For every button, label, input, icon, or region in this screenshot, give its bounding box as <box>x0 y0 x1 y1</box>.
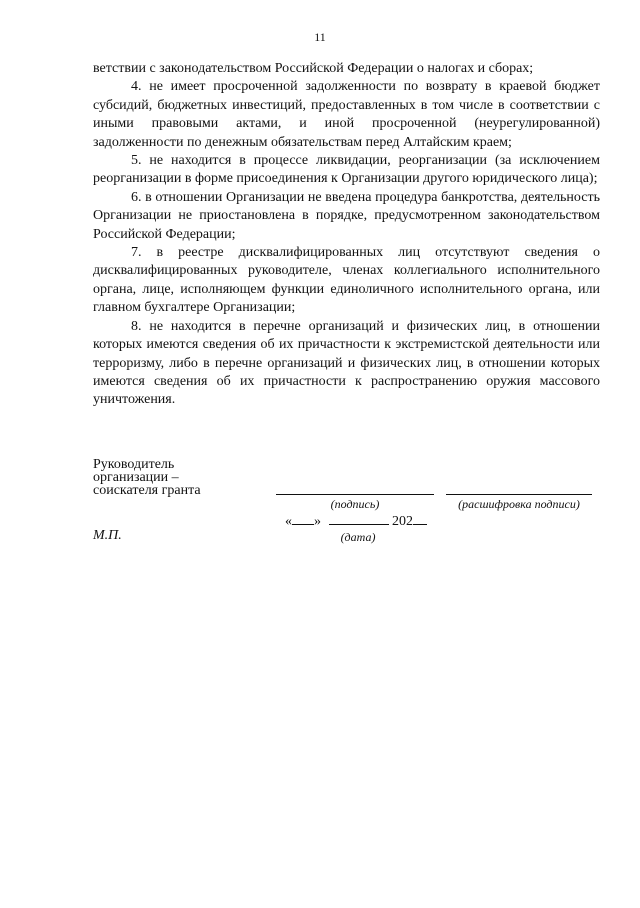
paragraph-4: 4. не имеет просроченной задолженности по возврату в краевой бюджет субсидий, бюджетных инвестиций, предоставленных в том числе в соответствии с иными правовыми актами, и иной просроченной (неурегулированной) задолженности по денежным обязательствам перед Алтайским краем; <box>93 79 600 150</box>
document-body <box>93 60 600 410</box>
paragraph-5: 5. не находится в процессе ликвидации, реорганизации (за исключением реорганизации в форме присоединения к Организации другого юридического лица); <box>93 153 600 187</box>
signature-line <box>276 494 434 495</box>
signatory-role <box>93 458 201 497</box>
date-field <box>285 512 427 530</box>
signature-decoding-caption: (расшифровка подписи) <box>458 497 580 511</box>
date-day-blank <box>292 512 314 525</box>
signatory-role-line-2: организации – <box>93 470 179 485</box>
stamp-place-label: М.П. <box>93 528 122 543</box>
page-number: 11 <box>314 30 326 44</box>
date-month-blank <box>329 512 389 525</box>
date-close-quote: » <box>314 514 321 529</box>
paragraph-6: 6. в отношении Организации не введена процедура банкротства, деятельность Организации не приостановлена в порядке, предусмотренном законодательством Российской Федерации; <box>93 189 600 242</box>
date-year-blank <box>413 512 427 525</box>
signatory-role-line-3: соискателя гранта <box>93 483 201 498</box>
paragraph-8: 8. не находится в перечне организаций и физических лиц, в отношении которых имеются сведения об их причастности к экстремистской деятельности или терроризму, либо в перечне организаций и физических лиц, в отношении которых имеются сведения об их причастности к распространению оружия массового уничтожения. <box>93 318 600 408</box>
signature-decoding-line <box>446 494 592 495</box>
date-year-prefix: 202 <box>392 514 413 529</box>
date-open-quote: « <box>285 514 292 529</box>
signatory-role-line-1: Руководитель <box>93 457 175 472</box>
signature-caption: (подпись) <box>330 497 380 511</box>
date-caption: (дата) <box>340 530 376 544</box>
paragraph-7: 7. в реестре дисквалифицированных лиц отсутствуют сведения о дисквалифицированных руководителе, членах коллегиального исполнительного органа, лице, исполняющем функции единоличного исполнительного органа, или главном бухгалтере Организации; <box>93 245 600 316</box>
paragraph-3-continuation: ветствии с законодательством Российской Федерации о налогах и сборах; <box>93 61 534 76</box>
